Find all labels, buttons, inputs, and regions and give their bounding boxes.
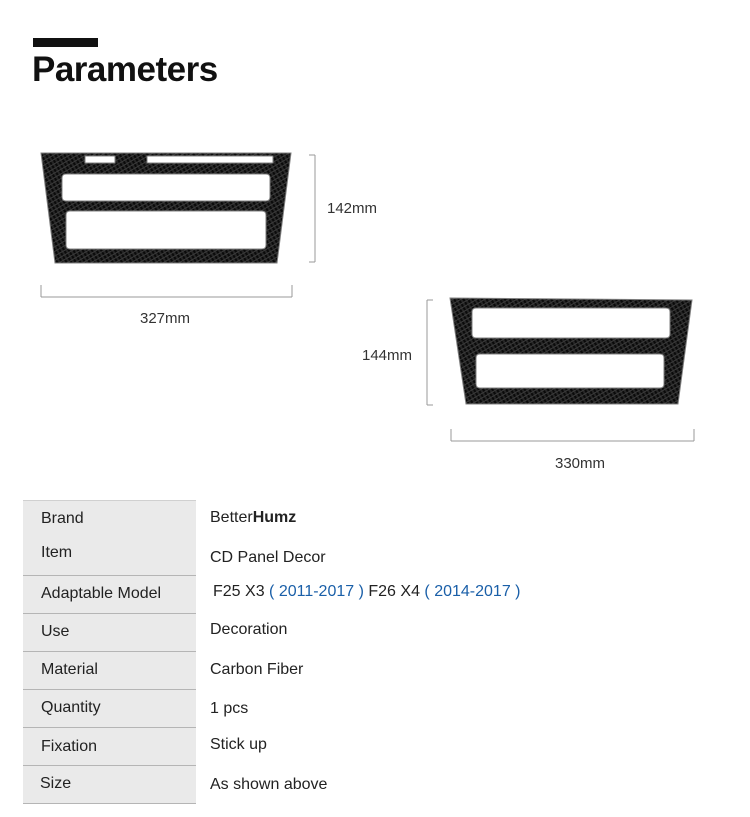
spec-row-size	[23, 766, 703, 804]
spec-key-quantity: Quantity	[41, 699, 101, 716]
spec-value-model	[213, 583, 520, 601]
panel1-carbon-frame	[41, 153, 291, 263]
spec-row-item	[23, 538, 703, 576]
spec-value-fixation: Stick up	[210, 736, 267, 753]
spec-value-item: CD Panel Decor	[210, 549, 326, 566]
spec-row-brand	[23, 500, 703, 538]
model1-years: ( 2011-2017 )	[269, 583, 364, 600]
spec-row-material	[23, 652, 703, 690]
spec-key-cell	[23, 690, 196, 728]
panel2-diagram	[420, 290, 705, 450]
panel1-diagram	[30, 145, 330, 310]
spec-key-use: Use	[41, 623, 70, 640]
spec-row-model	[23, 576, 703, 614]
panel1-height-label: 142mm	[327, 200, 378, 217]
spec-row-fixation	[23, 728, 703, 766]
spec-key-cell	[23, 652, 196, 690]
spec-key-fixation: Fixation	[41, 738, 98, 755]
page-title: Parameters	[32, 50, 218, 89]
panel1-width-line	[41, 285, 292, 297]
spec-key-cell	[23, 538, 196, 576]
spec-key-cell	[23, 766, 196, 804]
spec-value-size: As shown above	[210, 776, 328, 793]
brand-bold: Humz	[252, 509, 297, 526]
panel2-height-line	[427, 300, 433, 405]
model2: F26 X4	[368, 583, 420, 600]
spec-key-cell	[23, 576, 196, 614]
spec-key-item: Item	[41, 544, 73, 561]
panel2-width-label: 330mm	[555, 455, 606, 472]
spec-key-cell	[23, 728, 196, 766]
spec-value-material: Carbon Fiber	[210, 661, 304, 678]
title-accent-bar	[33, 38, 98, 47]
model1: F25 X3	[213, 583, 265, 600]
brand-regular: Better	[210, 509, 253, 526]
spec-key-cell	[23, 500, 196, 539]
panel2-height-label: 144mm	[362, 347, 413, 364]
panel1-width-label: 327mm	[140, 310, 191, 327]
spec-value-quantity: 1 pcs	[210, 700, 249, 717]
spec-table	[23, 500, 703, 804]
spec-key-material: Material	[41, 661, 98, 678]
spec-value-brand	[210, 509, 296, 527]
spec-key-size: Size	[40, 775, 72, 792]
panel2-width-line	[451, 429, 694, 441]
model2-years: ( 2014-2017 )	[424, 583, 521, 600]
spec-row-use	[23, 614, 703, 652]
panel2-carbon-frame	[450, 298, 692, 404]
spec-key-brand: Brand	[41, 510, 84, 527]
spec-row-quantity	[23, 690, 703, 728]
spec-key-model: Adaptable Model	[41, 585, 162, 602]
spec-value-use: Decoration	[210, 621, 288, 638]
spec-key-cell	[23, 614, 196, 652]
panel1-height-line	[309, 155, 315, 262]
